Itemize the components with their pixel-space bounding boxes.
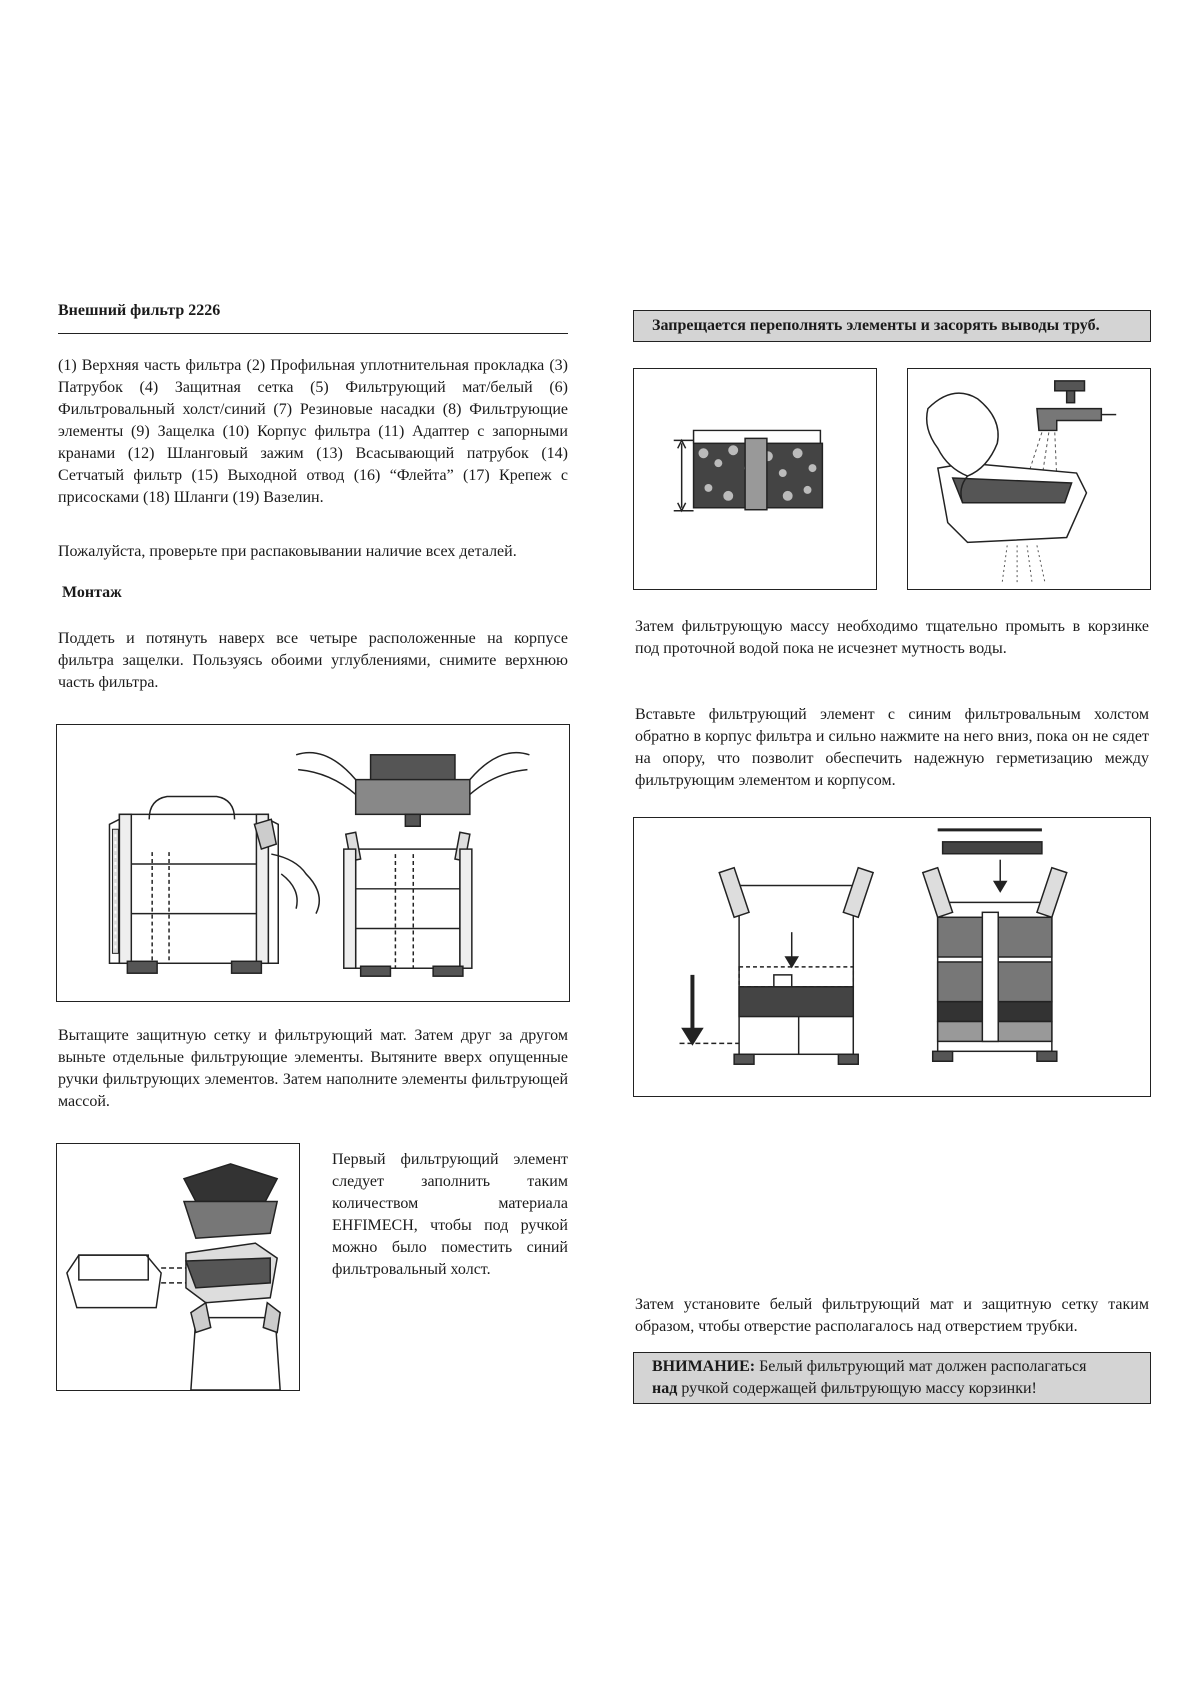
insert-element-illustration (634, 818, 1150, 1096)
rinse-text: Затем фильтрующую массу необходимо тщательно промыть в корзинке под проточной водой пока не исчезнет мутность воды. (635, 618, 1149, 657)
assembly-heading: Монтаж (62, 584, 122, 601)
attention-label: ВНИМАНИЕ: (652, 1358, 756, 1375)
check-parts-note: Пожалуйста, проверьте при распаковывании наличие всех деталей. (58, 543, 517, 560)
figure-insert-element (633, 817, 1151, 1097)
attention-line-2 (652, 1378, 1150, 1400)
filled-element-illustration (634, 369, 876, 589)
first-element-text: Первый фильтрующий элемент следует заполнить таким количеством материала EHFIMECH, чтобы под ручкой можно было поместить синий фильтровальный холст. (332, 1151, 568, 1278)
attention-text-1: Белый фильтрующий мат должен располагаться (755, 1358, 1087, 1375)
filter-elements-illustration (57, 1144, 299, 1390)
overfill-warning (633, 310, 1151, 342)
rinse-tap-illustration (908, 369, 1150, 589)
figure-fill-elements (56, 1143, 300, 1391)
parts-list: (1) Верхняя часть фильтра (2) Профильная уплотнительная прокладка (3) Патрубок (4) Защитная сетка (5) Фильтрующий мат/белый (6) Фильтровальный холст/синий (7) Резиновые насадки (8) Фильтрующие элементы (9) Защелка (10) Корпус фильтра (11) Адаптер с запорными кранами (12) Шланговый зажим (13) Всасывающий патрубок (14) Сетчатый фильтр (15) Выходной отвод (16) “Флейта” (17) Крепеж с присосками (18) Шланги (19) Вазелин. (58, 357, 568, 506)
figure-rinse-tap (907, 368, 1151, 590)
figure-filled-element (633, 368, 877, 590)
assembly-text: Поддеть и потянуть наверх все четыре расположенные на корпусе фильтра защелки. Пользуясь обоими углублениями, снимите верхнюю часть фильтра. (58, 630, 568, 691)
remove-elements-text: Вытащите защитную сетку и фильтрующий мат. Затем друг за другом выньте отдельные фильтрующие элементы. Вытяните вверх опущенные ручки фильтрующих элементов. Затем наполните элементы фильтрующей массой. (58, 1027, 568, 1110)
attention-text-2: ручкой содержащей фильтрующую массу корзинки! (677, 1380, 1037, 1397)
insert-element-text: Вставьте фильтрующий элемент с синим фильтровальным холстом обратно в корпус фильтра и сильно нажмите на него вниз, пока он не сядет на опору, что позволит обеспечить надежную герметизацию между фильтрующим элементом и корпусом. (635, 706, 1149, 789)
page-title: Внешний фильтр 2226 (58, 302, 221, 319)
overfill-warning-text: Запрещается переполнять элементы и засорять выводы труб. (652, 317, 1100, 334)
attention-bold-word: над (652, 1380, 678, 1397)
filter-open-illustration (57, 725, 569, 1001)
install-mat-text: Затем установите белый фильтрующий мат и защитную сетку таким образом, чтобы отверстие располагалось над отверстием трубки. (635, 1296, 1149, 1335)
attention-line-1 (652, 1356, 1150, 1378)
attention-box (633, 1352, 1151, 1404)
figure-remove-top (56, 724, 570, 1002)
title-divider (58, 333, 568, 334)
